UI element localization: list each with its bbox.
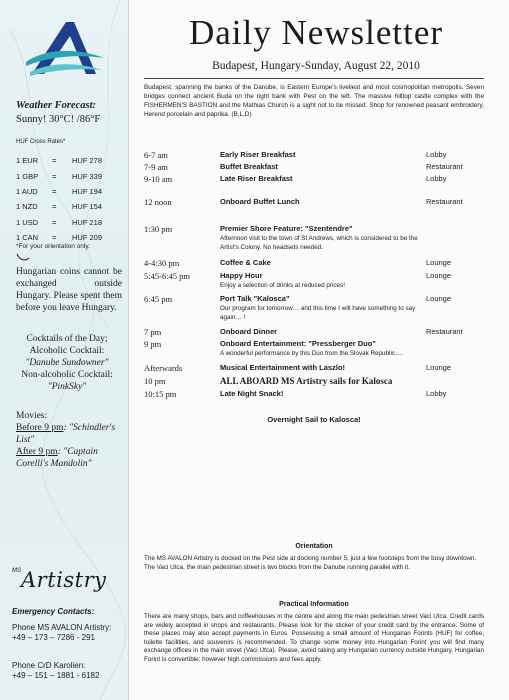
emergency-heading: Emergency Contacts: xyxy=(12,607,95,616)
rate-row: 1 CAN = HUF 209 xyxy=(16,233,103,243)
event-time: 12 noon xyxy=(144,197,172,207)
alcoholic-name: "Danube Sundowner" xyxy=(25,358,109,368)
movie-title: : "Schindler's List" xyxy=(16,423,116,445)
event-name: Happy Hour xyxy=(220,271,263,280)
event-time: 10:15 pm xyxy=(144,389,177,399)
contact-avalon xyxy=(12,623,124,643)
event-name: Onboard Dinner xyxy=(220,327,278,336)
event-name: Musical Entertainment with Laszlo! xyxy=(220,363,346,372)
event-time: 6:45 pm xyxy=(144,294,173,304)
page-subtitle: Budapest, Hungary-Sunday, August 22, 2010 xyxy=(212,60,420,72)
rate-row: 1 EUR = HUF 278 xyxy=(16,156,103,166)
rate-row: 1 NZD = HUF 154 xyxy=(16,202,103,212)
rates-note: *For your orientation only. xyxy=(16,243,90,250)
movie-title: : "Captain Corelli's Mandolin" xyxy=(16,447,98,469)
page-title: Daily Newsletter xyxy=(188,13,444,52)
event-location: Lounge xyxy=(426,294,452,303)
event-time: 7 pm xyxy=(144,327,162,337)
event-name: Onboard Buffet Lunch xyxy=(220,197,300,206)
weather-heading: Weather Forecast: xyxy=(16,100,97,111)
sidebar xyxy=(0,0,129,700)
alcoholic-label: Alcoholic Cocktail: xyxy=(29,346,105,356)
event-time: 1:30 pm xyxy=(144,224,173,234)
cocktails-section xyxy=(12,333,122,393)
practical-heading: Practical Information xyxy=(279,601,349,608)
event-name: ALL ABOARD MS Artistry sails for Kalosca xyxy=(220,376,393,386)
event-name: Premier Shore Feature: "Szentendre" xyxy=(220,224,353,233)
event-location: Lobby xyxy=(426,150,447,159)
weather-value: Sunny! 30°C! /86°F xyxy=(16,114,101,125)
nonalcoholic-name: "PinkSky" xyxy=(47,382,87,392)
event-name: Late Riser Breakfast xyxy=(220,174,293,183)
event-time: 10 pm xyxy=(144,376,166,386)
movie-time: After 9 pm xyxy=(16,447,58,457)
event-time: 7-9 am xyxy=(144,162,168,172)
intro-paragraph: Budapest, spanning the banks of the Danube, is Eastern Europe's liveliest and most cosmopolitan metropolis. Seven bridges connect ancient Buda on the right bank with Pest on the left. The massive hilltop castle complex with the FISHERMEN'S BASTION and the Mathias Church is a sight not to be missed. Shop for renowned peasant embroidery, Herend porcelain and paprika. (B,L,D) xyxy=(144,84,484,118)
contact-label: Phone CrD Karolien: xyxy=(12,661,86,670)
rates-table xyxy=(16,153,116,245)
brand-ms: MS xyxy=(12,568,21,574)
event-name: Late Night Snack! xyxy=(220,389,284,398)
movies-heading: Movies: xyxy=(16,411,48,421)
orientation-heading: Orientation xyxy=(295,543,333,550)
event-description: A wonderful performance by this Duo from the Slovak Republic…. xyxy=(220,350,404,357)
contact-karolien xyxy=(12,661,124,681)
event-location: Lobby xyxy=(426,389,447,398)
event-name: Onboard Entertainment: "Pressberger Duo" xyxy=(220,339,376,348)
event-name: Buffet Breakfast xyxy=(220,162,278,171)
swoosh-icon xyxy=(16,252,30,262)
event-time: 6-7 am xyxy=(144,150,168,160)
event-time: 5:45-6:45 pm xyxy=(144,271,191,281)
event-time: 4-4:30 pm xyxy=(144,258,180,268)
contact-number: +49 – 151 – 1881 - 6182 xyxy=(12,671,100,680)
event-location: Restaurant xyxy=(426,162,463,171)
rate-row: 1 USD = HUF 218 xyxy=(16,217,103,227)
rates-heading: HUF Cross Rates* xyxy=(16,139,66,145)
movie-item xyxy=(16,446,126,470)
cocktails-heading: Cocktails of the Day; xyxy=(26,334,108,344)
event-location: Restaurant xyxy=(426,327,463,336)
closing-note: Overnight Sail to Kalosca! xyxy=(267,415,361,424)
contact-label: Phone MS AVALON Artistry: xyxy=(12,623,112,632)
contact-number: +49 – 173 – 7286 - 291 xyxy=(12,633,95,642)
event-location: Lounge xyxy=(426,363,452,372)
title-divider xyxy=(144,78,484,79)
movies-section xyxy=(16,410,126,470)
rate-row: 1 AUD = HUF 194 xyxy=(16,186,103,196)
coins-notice: Hungarian coins cannot be exchanged outside Hungary. Please spent them before you leave Hungary. xyxy=(16,267,122,313)
event-location: Restaurant xyxy=(426,197,463,206)
event-description: Afternoon visit to the town of St Andrews, which is considered to be the Artist's Colony. No headsets needed. xyxy=(220,235,418,251)
artistry-logo xyxy=(12,568,106,592)
movie-item xyxy=(16,422,126,446)
orientation-text: The MS AVALON Artistry is docked on the Pest side at docking number 5, just a few footsteps from the busy downtown. The Vaci Utca, the main pedestrian street is two blocks from the Danube running parallel with it. xyxy=(144,555,477,571)
event-time: Afterwards xyxy=(144,363,183,373)
brand-name: Artistry xyxy=(21,568,107,592)
event-time: 9 pm xyxy=(144,339,162,349)
movie-time: Before 9 pm xyxy=(16,423,64,433)
rate-row: 1 GBP = HUF 339 xyxy=(16,171,103,181)
event-location: Lobby xyxy=(426,174,447,183)
event-location: Lounge xyxy=(426,271,452,280)
avalon-logo-icon xyxy=(22,18,106,86)
nonalcoholic-label: Non-alcoholic Cocktail: xyxy=(21,370,113,380)
practical-text: There are many shops, bars and coffeehouses in the centre and along the main pedestrian street Vaci Utca. Credit cards are widely accepted in shops and restaurants. Please look for the sticker of your credit card by the entrance. Some of these places may also accept payments in Euros. Possessing a small amount of Hungarian Forints (HUF) for coffee, toilette facilities, and souvenirs is recommended. To change some money into Hungarian Forint you will find many exchange offices in the main street (Vaci Utca). Please, avoid taking any Hungarian currency outside Hungary. Hungarian Forint is convertible; however high commissions and fees apply. xyxy=(144,613,484,663)
event-description: Our program for tomorrow… and this time I will have something to say again… ! xyxy=(220,305,416,321)
event-name: Port Talk "Kalosca" xyxy=(220,294,290,303)
event-time: 9-10 am xyxy=(144,174,173,184)
event-location: Lounge xyxy=(426,258,452,267)
event-name: Early Riser Breakfast xyxy=(220,150,296,159)
event-name: Coffee & Cake xyxy=(220,258,271,267)
event-description: Enjoy a selection of drinks at reduced prices! xyxy=(220,282,345,289)
